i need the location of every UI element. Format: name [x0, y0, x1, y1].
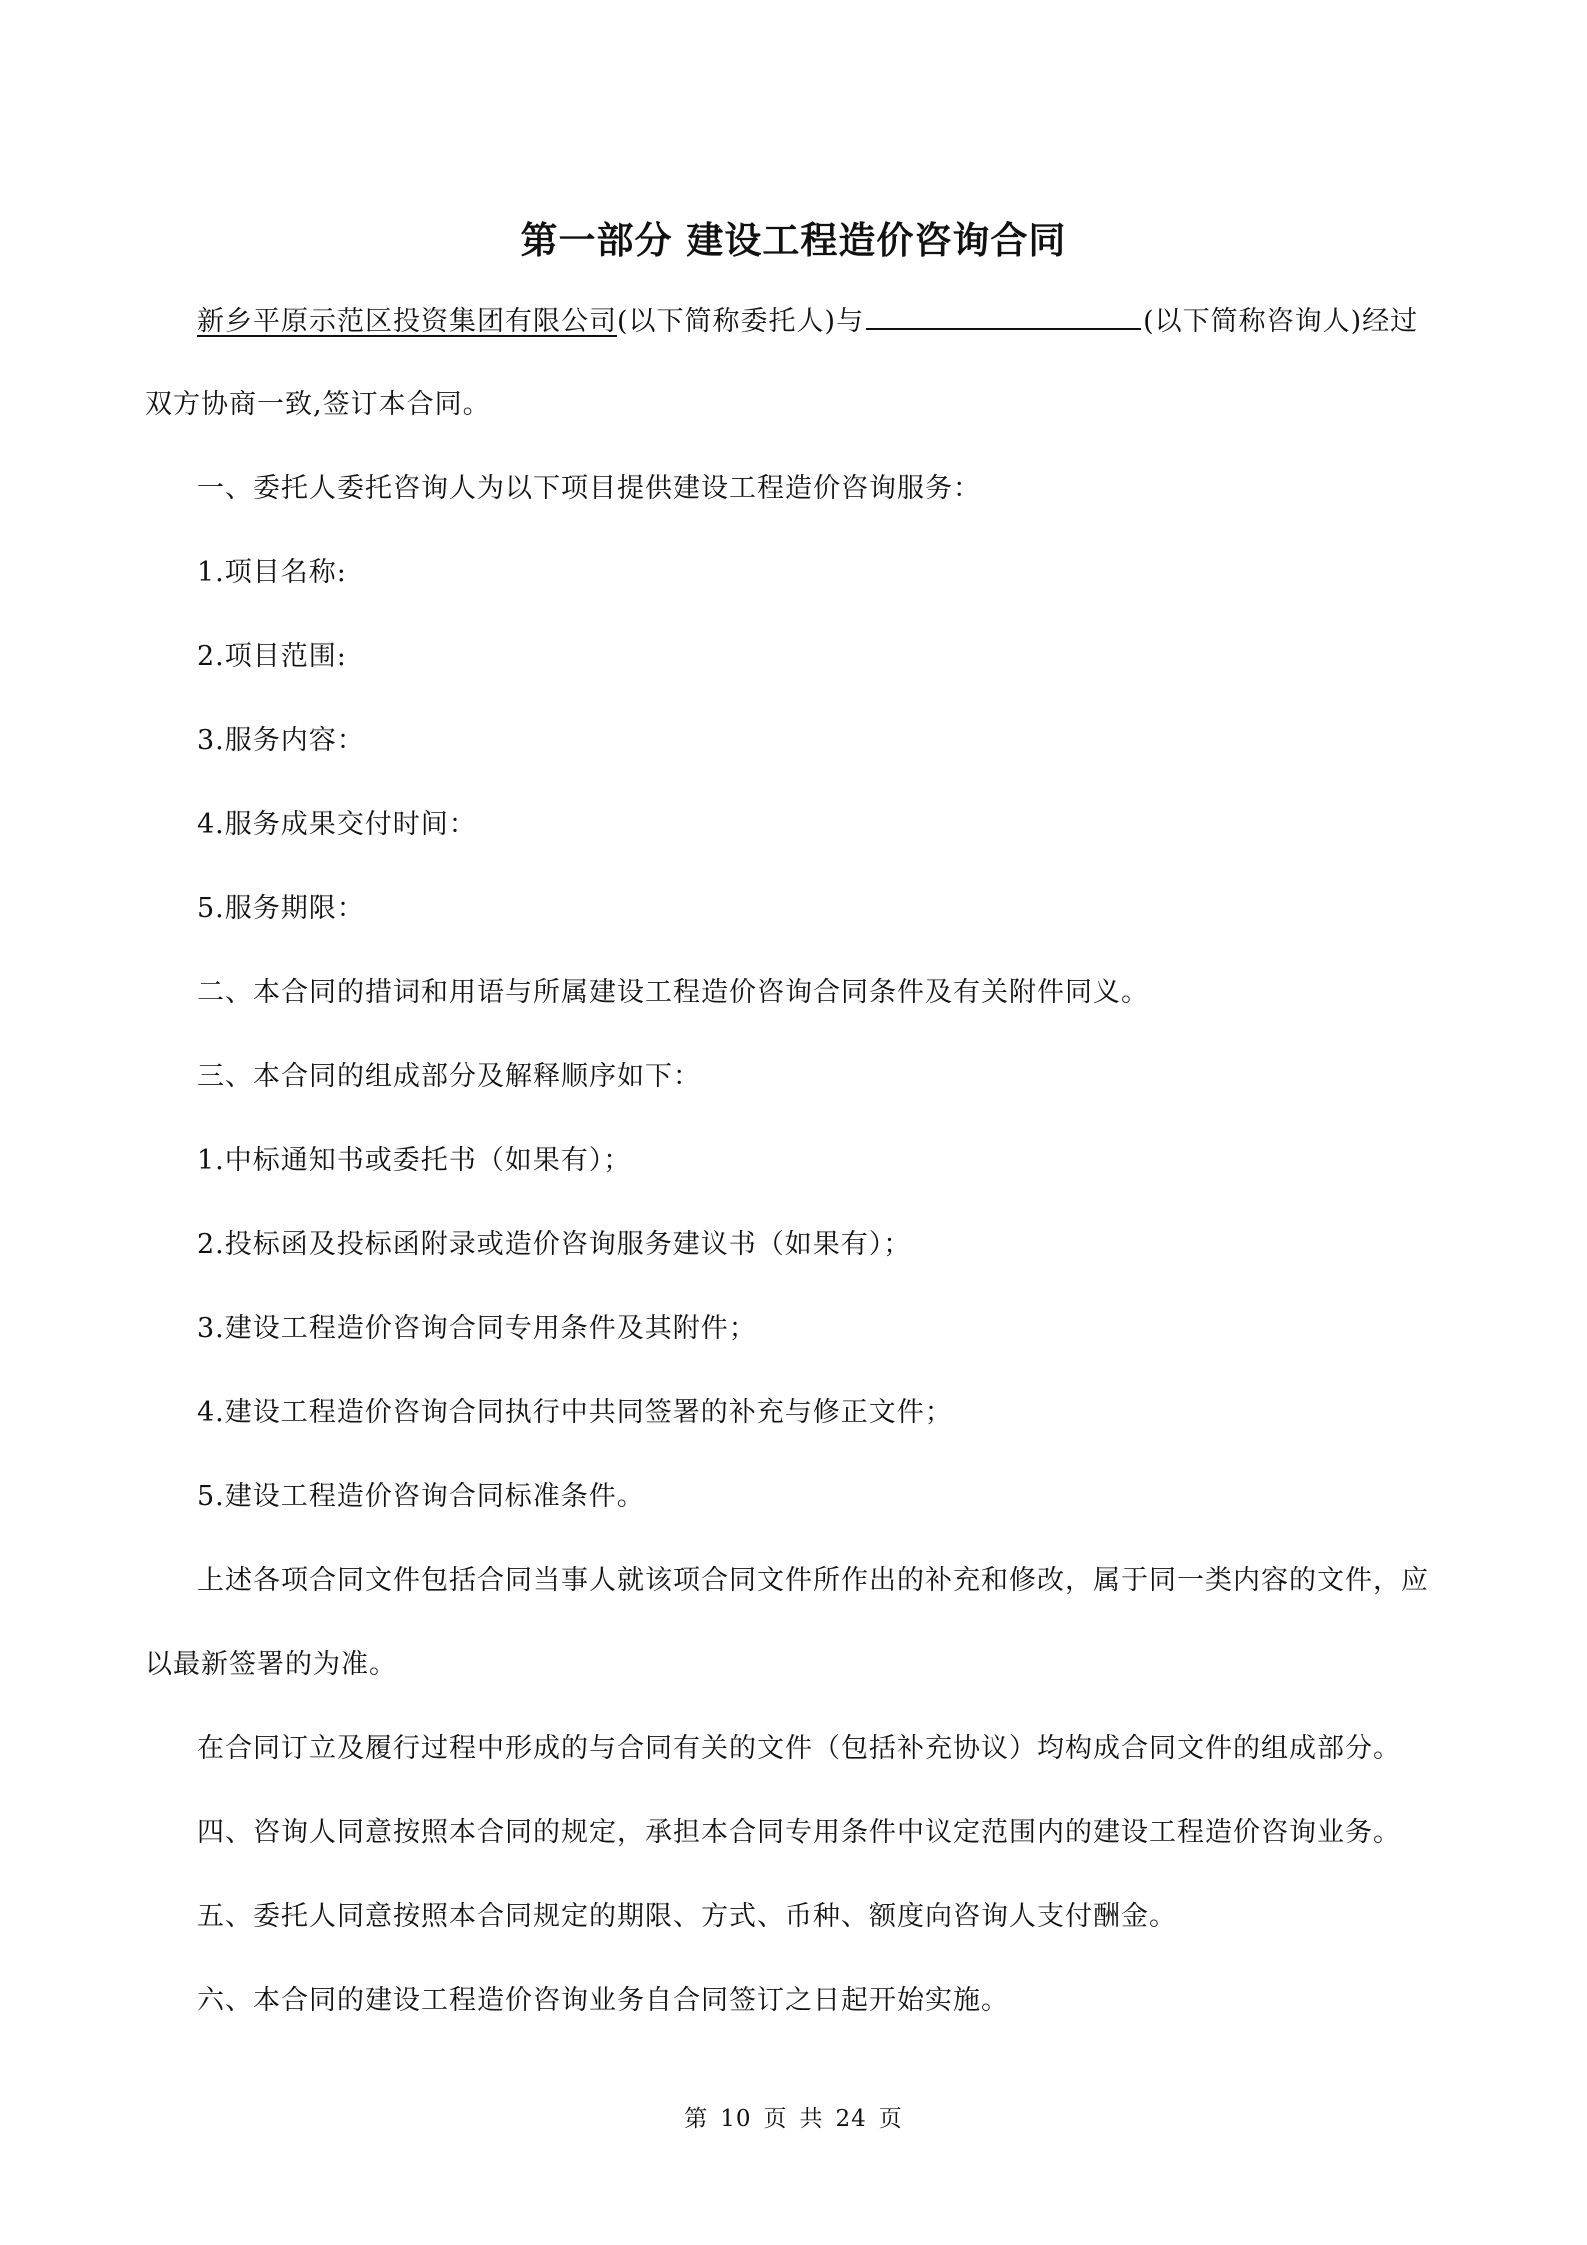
clause-1-item: 3.服务内容： [197, 725, 365, 756]
clause-1-item: 1.项目名称: [197, 557, 347, 588]
page-title: 第一部分 建设工程造价咨询合同 [520, 218, 1067, 262]
clause-3-para-1-line-2: 以最新签署的为准。 [145, 1649, 397, 1680]
clause-3-item: 3.建设工程造价咨询合同专用条件及其附件； [197, 1313, 757, 1344]
clause-1-heading: 一、委托人委托咨询人为以下项目提供建设工程造价咨询服务： [197, 473, 981, 504]
footer-suffix: 页 [878, 2106, 903, 2132]
clause-1-item: 4.服务成果交付时间： [197, 809, 477, 840]
clause-6: 六、本合同的建设工程造价咨询业务自合同签订之日起开始实施。 [197, 1985, 1009, 2016]
clause-5: 五、委托人同意按照本合同规定的期限、方式、币种、额度向咨询人支付酬金。 [197, 1901, 1177, 1932]
clause-3-para-1-line-1: 上述各项合同文件包括合同当事人就该项合同文件所作出的补充和修改，属于同一类内容的文件，应 [197, 1565, 1429, 1596]
footer-mid-1: 页 [763, 2106, 788, 2132]
footer-mid-2: 共 [799, 2106, 824, 2132]
clause-3-item: 1.中标通知书或委托书（如果有）； [197, 1145, 632, 1176]
intro-line-1 [197, 298, 1418, 338]
clause-4: 四、咨询人同意按照本合同的规定，承担本合同专用条件中议定范围内的建设工程造价咨询业务。 [197, 1817, 1401, 1848]
consultant-suffix: (以下简称咨询人)经过 [1143, 306, 1419, 337]
clause-3-item: 4.建设工程造价咨询合同执行中共同签署的补充与修正文件； [197, 1397, 953, 1428]
clause-2: 二、本合同的措词和用语与所属建设工程造价咨询合同条件及有关附件同义。 [197, 977, 1149, 1008]
clause-3-para-2: 在合同订立及履行过程中形成的与合同有关的文件（包括补充协议）均构成合同文件的组成部分。 [197, 1733, 1401, 1764]
page-number: 10 [720, 2106, 752, 2132]
page-footer [0, 2100, 1587, 2133]
clause-3-item: 5.建设工程造价咨询合同标准条件。 [197, 1481, 645, 1512]
client-suffix: (以下简称委托人)与 [617, 306, 865, 337]
consultant-name-blank [866, 298, 1141, 330]
clause-3-heading: 三、本合同的组成部分及解释顺序如下： [197, 1061, 701, 1092]
clause-1-item: 5.服务期限： [197, 893, 365, 924]
total-pages: 24 [835, 2106, 867, 2132]
client-name: 新乡平原示范区投资集团有限公司 [197, 306, 617, 337]
intro-line-2: 双方协商一致,签订本合同。 [145, 389, 491, 420]
footer-prefix: 第 [684, 2106, 709, 2132]
clause-1-item: 2.项目范围: [197, 641, 347, 672]
clause-3-item: 2.投标函及投标函附录或造价咨询服务建议书（如果有）； [197, 1229, 912, 1260]
